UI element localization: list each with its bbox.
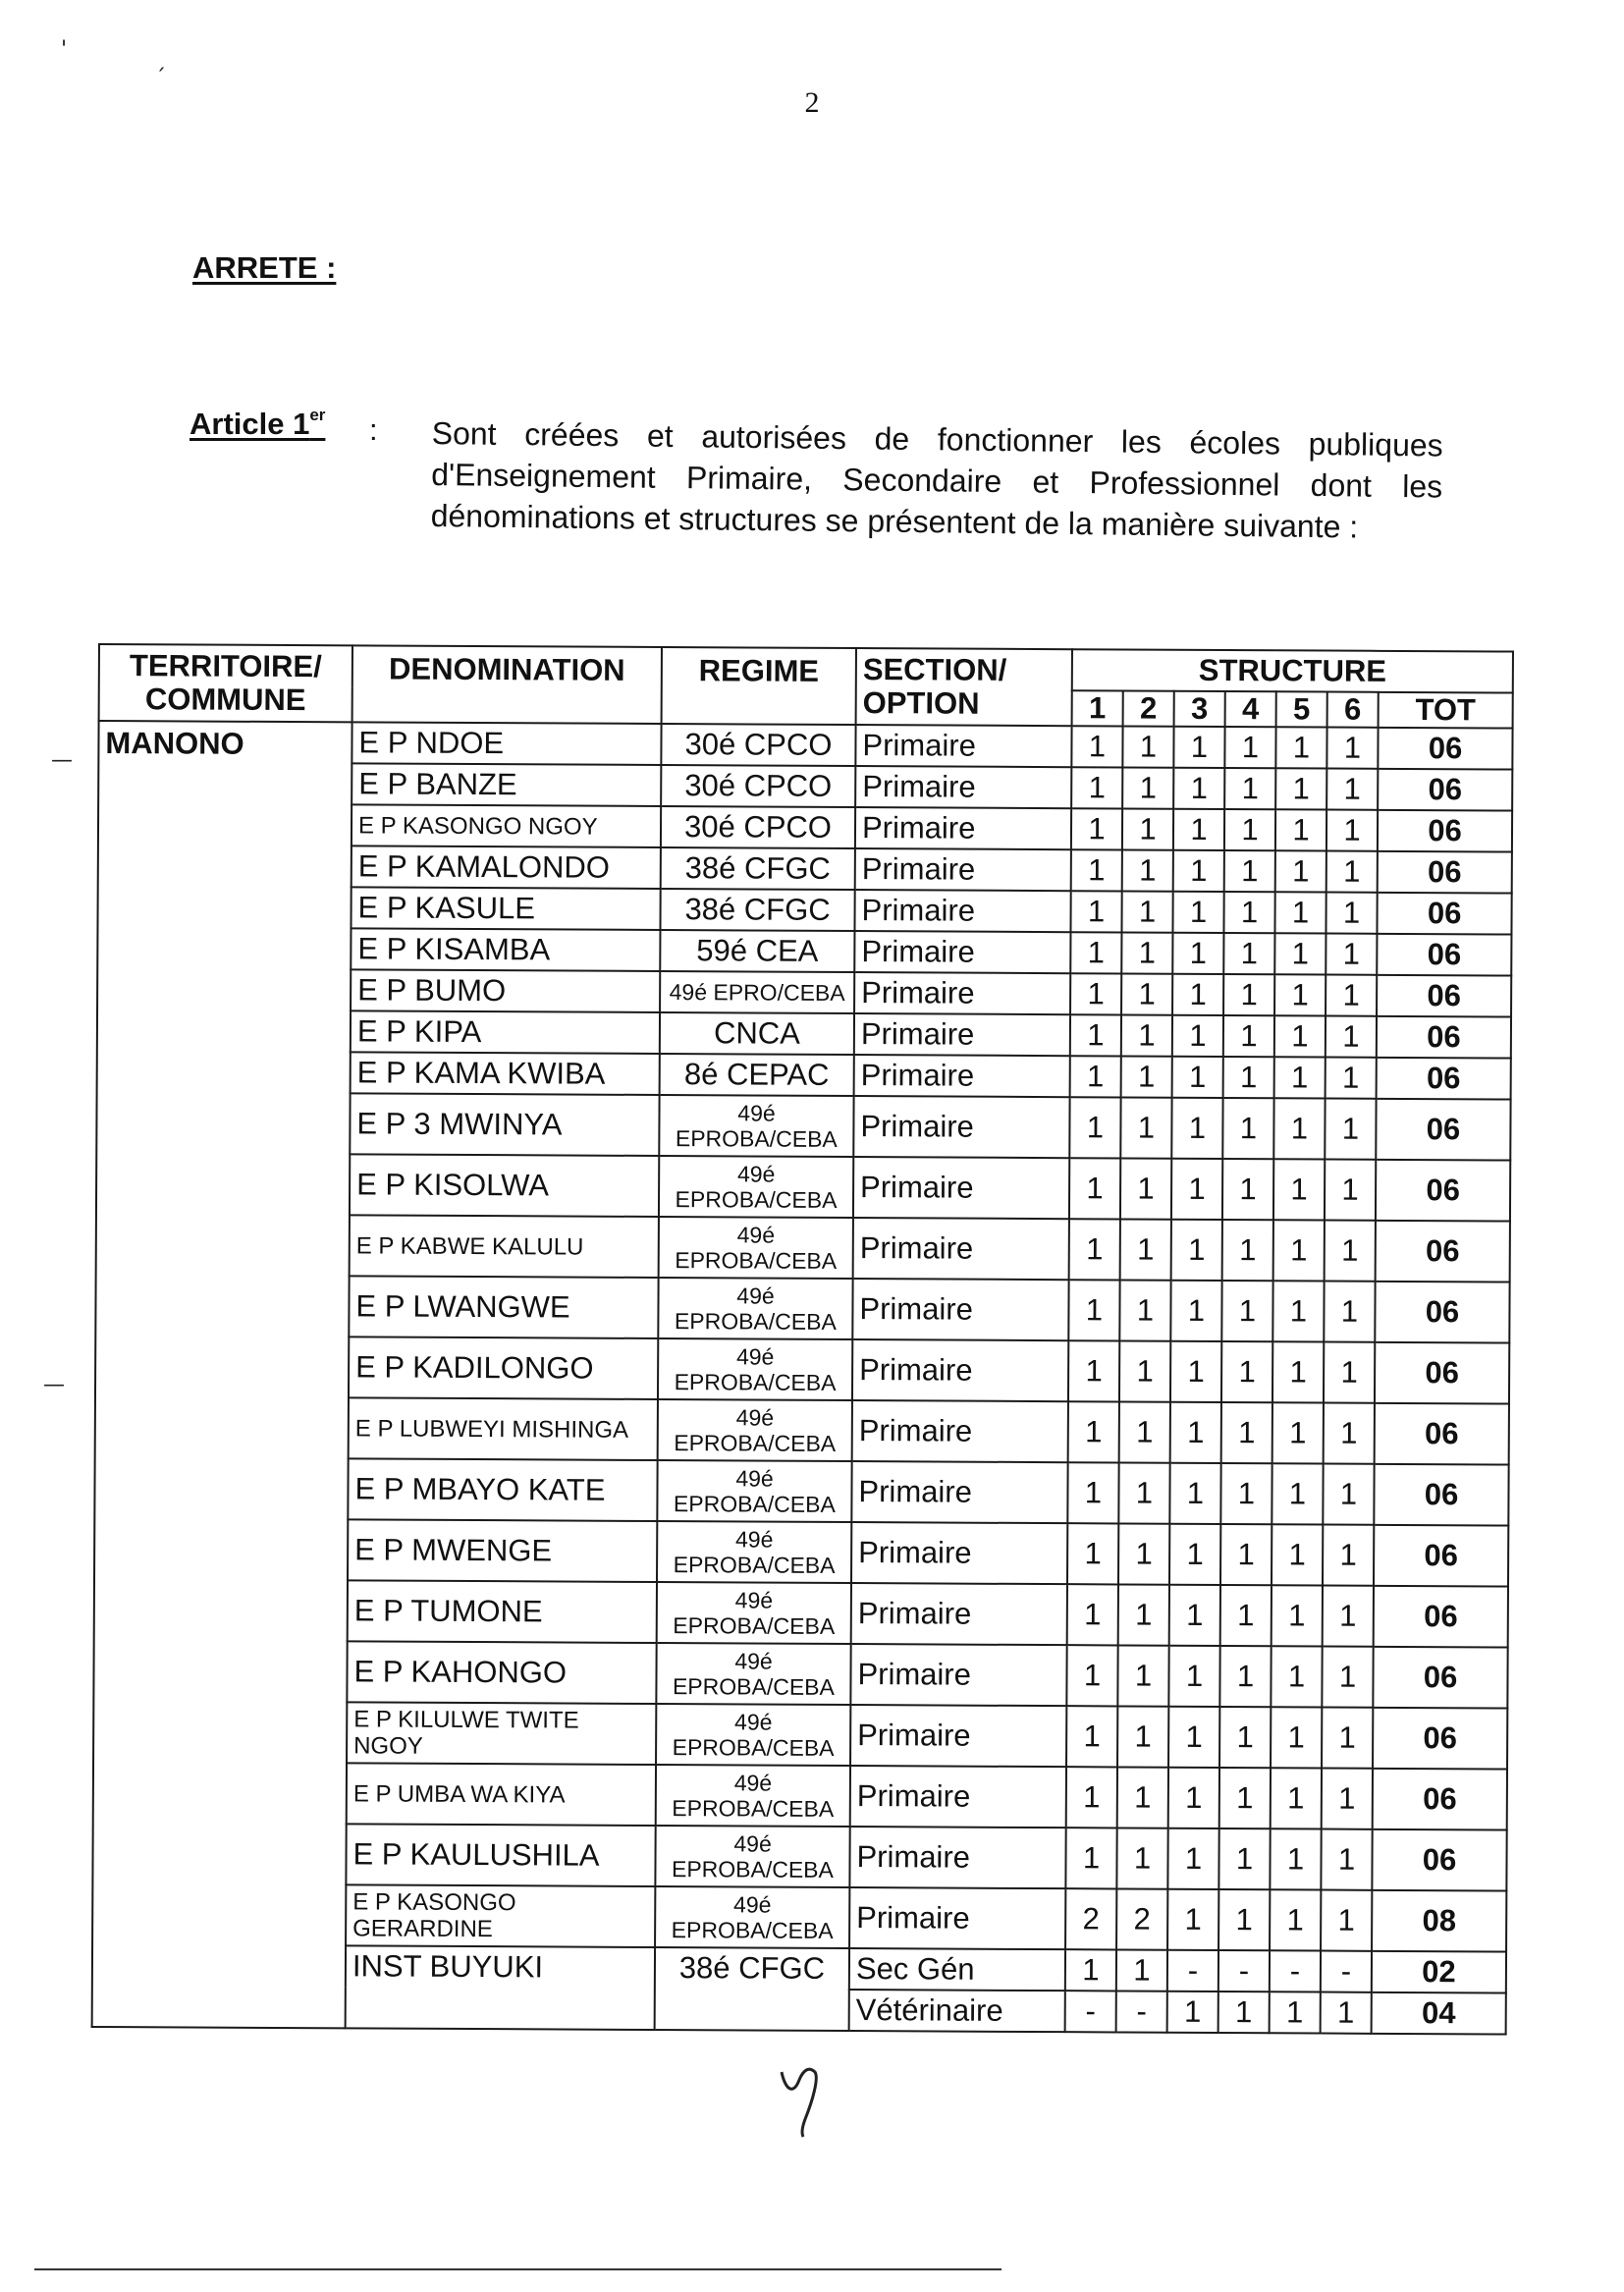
level-3-cell: 1: [1170, 1281, 1221, 1341]
level-5-cell: 1: [1275, 809, 1326, 850]
level-6-cell: 1: [1323, 1464, 1374, 1525]
section-cell: Primaire: [854, 1055, 1070, 1097]
denomination-cell: E P LUBWEYI MISHINGA: [349, 1397, 658, 1460]
schools-table-container: [91, 643, 1512, 2036]
level-6-cell: 1: [1326, 1058, 1377, 1099]
header-territoire: TERRITOIRE/ COMMUNE: [99, 644, 352, 722]
regime-cell: 30é CPCO: [661, 806, 855, 848]
level-1-cell: 1: [1068, 1401, 1119, 1462]
total-cell: 06: [1376, 1099, 1510, 1161]
regime-cell: 49é EPROBA/CEBA: [655, 1826, 849, 1887]
level-5-cell: 1: [1274, 1015, 1326, 1057]
level-1-cell: 1: [1068, 1280, 1119, 1340]
denomination-cell: E P KISOLWA: [350, 1154, 659, 1217]
denomination-cell: E P LWANGWE: [349, 1276, 658, 1338]
level-1-cell: 1: [1066, 1645, 1117, 1706]
section-cell: Primaire: [850, 1705, 1066, 1767]
level-6-cell: 1: [1321, 1829, 1372, 1890]
level-2-cell: 1: [1122, 808, 1173, 849]
level-5-cell: 1: [1273, 1098, 1325, 1159]
level-4-cell: 1: [1222, 1220, 1273, 1281]
margin-mark: —: [51, 748, 73, 773]
total-cell: 06: [1375, 1342, 1509, 1404]
total-cell: 06: [1377, 975, 1511, 1017]
denomination-cell: E P KAHONGO: [347, 1641, 656, 1704]
page-number: 2: [804, 86, 820, 119]
level-6-cell: 1: [1326, 769, 1378, 810]
denomination-cell: E P KAMALONDO: [352, 846, 661, 889]
section-cell: Sec Gén: [849, 1948, 1065, 1991]
level-1-cell: 1: [1070, 1014, 1121, 1056]
article-label-text: [189, 407, 325, 441]
level-5-cell: -: [1270, 1950, 1321, 1992]
level-5-cell: 1: [1272, 1524, 1323, 1585]
section-cell: Primaire: [850, 1766, 1066, 1828]
level-2-cell: 1: [1121, 1014, 1172, 1056]
regime-cell: 49é EPROBA/CEBA: [658, 1338, 852, 1400]
level-2-cell: 1: [1117, 1767, 1168, 1828]
total-cell: 06: [1374, 1586, 1508, 1648]
level-6-cell: 1: [1324, 1403, 1375, 1464]
level-2-cell: 1: [1116, 1949, 1167, 1991]
header-level-4: 4: [1225, 691, 1276, 727]
article-colon: :: [369, 412, 378, 447]
total-cell: 06: [1377, 893, 1511, 935]
level-5-cell: 1: [1274, 892, 1326, 933]
regime-cell: 49é EPROBA/CEBA: [658, 1399, 852, 1461]
level-2-cell: 1: [1122, 767, 1173, 808]
level-4-cell: 1: [1221, 1281, 1272, 1341]
total-cell: 06: [1378, 851, 1512, 894]
level-3-cell: 1: [1169, 1585, 1220, 1646]
header-denomination: DENOMINATION: [352, 645, 662, 724]
level-3-cell: 1: [1172, 974, 1223, 1015]
level-3-cell: 1: [1171, 1098, 1222, 1159]
level-3-cell: 1: [1169, 1463, 1220, 1524]
level-2-cell: 1: [1118, 1523, 1169, 1584]
regime-cell: 49é EPROBA/CEBA: [659, 1156, 853, 1218]
level-4-cell: 1: [1219, 1707, 1271, 1768]
level-6-cell: 1: [1323, 1586, 1374, 1647]
denomination-cell: E P KASONGO NGOY: [352, 804, 661, 847]
regime-cell: 49é EPROBA/CEBA: [657, 1460, 851, 1522]
regime-cell: 49é EPROBA/CEBA: [657, 1521, 851, 1583]
level-5-cell: 1: [1270, 1992, 1321, 2033]
total-cell: 06: [1378, 810, 1512, 852]
level-1-cell: 1: [1070, 891, 1121, 932]
denomination-cell: E P MBAYO KATE: [348, 1458, 657, 1521]
regime-cell: 49é EPROBA/CEBA: [659, 1095, 853, 1157]
level-6-cell: 1: [1326, 728, 1378, 769]
total-cell: 08: [1372, 1890, 1506, 1952]
level-4-cell: 1: [1223, 1057, 1274, 1098]
level-6-cell: 1: [1321, 1890, 1372, 1951]
level-5-cell: 1: [1273, 1159, 1325, 1220]
total-cell: 06: [1373, 1647, 1507, 1709]
level-6-cell: 1: [1324, 1282, 1375, 1342]
total-cell: 06: [1376, 1221, 1510, 1282]
denomination-cell: INST BUYUKI: [346, 1945, 655, 2030]
level-2-cell: 1: [1121, 932, 1172, 973]
total-cell: 06: [1374, 1464, 1508, 1526]
section-cell: Primaire: [851, 1522, 1067, 1584]
section-cell: Primaire: [852, 1339, 1068, 1401]
level-5-cell: 1: [1272, 1402, 1324, 1463]
margin-mark: ˏ: [155, 47, 166, 72]
header-section-option: SECTION/ OPTION: [856, 648, 1072, 726]
denomination-cell: E P TUMONE: [348, 1580, 657, 1643]
denomination-cell: E P BANZE: [352, 763, 661, 806]
section-cell: Primaire: [854, 1013, 1070, 1056]
total-cell: 04: [1372, 1992, 1506, 2035]
total-cell: 06: [1373, 1708, 1507, 1770]
regime-cell: 49é EPROBA/CEBA: [657, 1582, 851, 1644]
level-5-cell: 1: [1274, 974, 1326, 1015]
level-3-cell: 1: [1170, 1402, 1221, 1463]
level-6-cell: 1: [1326, 1016, 1377, 1058]
section-cell: Primaire: [854, 931, 1070, 973]
regime-cell: 49é EPROBA/CEBA: [659, 1217, 853, 1279]
level-4-cell: 1: [1219, 1768, 1271, 1828]
total-cell: 06: [1375, 1403, 1509, 1465]
section-cell: Primaire: [851, 1461, 1067, 1523]
level-3-cell: 1: [1169, 1524, 1220, 1585]
level-4-cell: 1: [1218, 1889, 1270, 1950]
header-total: TOT: [1379, 692, 1513, 729]
regime-cell: 30é CPCO: [661, 765, 855, 807]
section-cell: Primaire: [854, 972, 1070, 1014]
regime-cell: 8é CEPAC: [660, 1054, 854, 1096]
regime-cell: 49é EPROBA/CEBA: [655, 1886, 849, 1948]
section-cell: Primaire: [851, 1583, 1067, 1645]
regime-cell: 49é EPROBA/CEBA: [658, 1278, 852, 1339]
denomination-cell: E P NDOE: [352, 722, 661, 765]
level-5-cell: 1: [1275, 850, 1326, 892]
regime-cell: 49é EPRO/CEBA: [660, 971, 854, 1013]
table-body: [92, 721, 1513, 2035]
table-header: [99, 644, 1513, 729]
section-cell: Primaire: [852, 1279, 1068, 1340]
article-superscript: er: [309, 406, 326, 424]
level-4-cell: 1: [1218, 1992, 1270, 2033]
denomination-cell: E P KAULUSHILA: [346, 1824, 655, 1886]
total-cell: 06: [1377, 934, 1511, 976]
level-3-cell: 1: [1173, 768, 1224, 809]
initials-signature: [776, 2060, 825, 2139]
level-3-cell: -: [1167, 1950, 1218, 1992]
section-cell: Primaire: [850, 1644, 1066, 1706]
level-6-cell: 1: [1323, 1525, 1374, 1586]
regime-cell: 49é EPROBA/CEBA: [656, 1704, 850, 1766]
level-1-cell: 1: [1067, 1462, 1118, 1523]
level-4-cell: 1: [1221, 1402, 1272, 1463]
regime-cell: 38é CFGC: [661, 847, 855, 890]
section-cell: Primaire: [853, 1218, 1069, 1280]
total-cell: 06: [1377, 1016, 1511, 1059]
level-3-cell: 1: [1172, 1057, 1223, 1098]
level-2-cell: 1: [1118, 1584, 1169, 1645]
level-3-cell: 1: [1167, 1992, 1218, 2033]
level-4-cell: 1: [1220, 1524, 1272, 1585]
total-cell: 02: [1372, 1951, 1506, 1993]
level-1-cell: -: [1065, 1991, 1116, 2032]
bottom-rule: [34, 2268, 1001, 2270]
level-2-cell: 1: [1117, 1706, 1168, 1767]
level-1-cell: 1: [1065, 1828, 1116, 1888]
level-3-cell: 1: [1168, 1646, 1219, 1707]
level-1-cell: 2: [1065, 1888, 1116, 1949]
total-cell: 06: [1372, 1829, 1506, 1891]
level-5-cell: 1: [1274, 1057, 1326, 1098]
level-2-cell: 1: [1116, 1828, 1167, 1888]
margin-mark: —: [43, 1373, 65, 1397]
level-5-cell: 1: [1272, 1341, 1324, 1402]
denomination-cell: E P KADILONGO: [349, 1337, 658, 1399]
level-4-cell: 1: [1219, 1646, 1271, 1707]
section-cell: Primaire: [852, 1400, 1068, 1462]
level-5-cell: 1: [1270, 1828, 1321, 1889]
level-3-cell: 1: [1167, 1828, 1218, 1889]
level-2-cell: 1: [1122, 726, 1173, 767]
level-1-cell: 1: [1071, 767, 1122, 808]
level-4-cell: 1: [1218, 1828, 1270, 1889]
level-1-cell: 1: [1071, 808, 1122, 849]
level-2-cell: 1: [1120, 1158, 1171, 1219]
header-regime: REGIME: [662, 647, 856, 725]
level-1-cell: 1: [1066, 1767, 1117, 1828]
level-2-cell: 1: [1119, 1401, 1170, 1462]
level-6-cell: 1: [1321, 1992, 1372, 2034]
margin-mark: ': [61, 37, 68, 62]
section-cell: Primaire: [855, 807, 1071, 849]
total-cell: 06: [1376, 1160, 1510, 1222]
level-6-cell: 1: [1325, 1160, 1376, 1221]
level-4-cell: 1: [1220, 1585, 1272, 1646]
table-row: [98, 721, 1512, 770]
denomination-cell: E P BUMO: [351, 969, 660, 1012]
level-5-cell: 1: [1273, 1220, 1325, 1281]
level-4-cell: 1: [1221, 1341, 1272, 1402]
level-4-cell: 1: [1223, 974, 1274, 1015]
regime-cell: 30é CPCO: [661, 724, 855, 766]
level-3-cell: 1: [1173, 727, 1224, 768]
header-level-6: 6: [1327, 692, 1379, 728]
level-5-cell: 1: [1272, 1463, 1323, 1524]
header-level-5: 5: [1276, 691, 1327, 727]
level-1-cell: 1: [1070, 973, 1121, 1014]
level-2-cell: 1: [1121, 973, 1172, 1014]
section-cell: Primaire: [853, 1096, 1069, 1158]
level-3-cell: 1: [1172, 933, 1223, 974]
level-4-cell: 1: [1224, 727, 1275, 768]
level-4-cell: 1: [1224, 850, 1275, 892]
section-cell: Primaire: [855, 766, 1071, 808]
level-4-cell: -: [1218, 1950, 1270, 1992]
total-cell: 06: [1377, 1058, 1511, 1100]
level-3-cell: 1: [1167, 1889, 1218, 1950]
regime-cell: 38é CFGC: [660, 889, 854, 931]
level-2-cell: 1: [1119, 1280, 1170, 1340]
denomination-cell: E P MWENGE: [348, 1519, 657, 1582]
level-4-cell: 1: [1223, 933, 1274, 974]
level-3-cell: 1: [1173, 809, 1224, 850]
level-2-cell: 1: [1121, 891, 1172, 932]
level-1-cell: 1: [1069, 1219, 1120, 1280]
regime-cell: CNCA: [660, 1012, 854, 1055]
section-cell: Primaire: [854, 890, 1070, 932]
denomination-cell: E P 3 MWINYA: [350, 1093, 659, 1156]
article-number: Article 1: [189, 407, 310, 441]
level-3-cell: 1: [1172, 1015, 1223, 1057]
level-2-cell: 1: [1120, 1219, 1171, 1280]
level-3-cell: 1: [1171, 1220, 1222, 1281]
section-cell: Primaire: [849, 1827, 1065, 1888]
document-heading: ARRETE :: [192, 250, 337, 285]
total-cell: 06: [1378, 728, 1512, 770]
level-4-cell: 1: [1222, 1098, 1273, 1159]
level-5-cell: 1: [1271, 1768, 1322, 1828]
article-text: Sont créées et autorisées de fonctionner les écoles publiques d'Enseignement Primaire, Secondaire et Professionnel dont les dénominations et structures se présentent de la manière suivante :: [430, 414, 1443, 545]
level-2-cell: 1: [1117, 1645, 1168, 1706]
level-5-cell: 1: [1275, 768, 1326, 809]
level-4-cell: 1: [1220, 1463, 1272, 1524]
header-level-3: 3: [1174, 691, 1225, 727]
level-1-cell: 1: [1066, 1706, 1117, 1767]
level-2-cell: 1: [1122, 849, 1173, 891]
level-1-cell: 1: [1067, 1584, 1118, 1645]
level-2-cell: 2: [1116, 1888, 1167, 1949]
level-3-cell: 1: [1171, 1159, 1222, 1220]
denomination-cell: E P KAMA KWIBA: [351, 1052, 660, 1095]
total-cell: 06: [1374, 1525, 1508, 1587]
header-level-1: 1: [1072, 690, 1123, 726]
level-6-cell: 1: [1322, 1769, 1373, 1829]
denomination-cell: E P KASONGO GERARDINE: [346, 1884, 655, 1947]
territoire-cell: MANONO: [92, 721, 352, 2028]
section-cell: Primaire: [849, 1887, 1065, 1949]
level-6-cell: 1: [1326, 893, 1377, 934]
level-6-cell: 1: [1326, 810, 1378, 851]
level-3-cell: 1: [1168, 1707, 1219, 1768]
level-6-cell: 1: [1322, 1647, 1373, 1708]
section-cell: Primaire: [855, 848, 1071, 891]
level-6-cell: 1: [1324, 1342, 1375, 1403]
level-5-cell: 1: [1271, 1646, 1322, 1707]
section-cell: Vétérinaire: [849, 1990, 1065, 2032]
level-1-cell: 1: [1069, 1097, 1120, 1158]
level-2-cell: -: [1116, 1991, 1167, 2032]
denomination-cell: E P KILULWE TWITE NGOY: [347, 1702, 656, 1765]
level-4-cell: 1: [1222, 1159, 1273, 1220]
denomination-cell: E P KABWE KALULU: [350, 1215, 659, 1278]
total-cell: 06: [1375, 1282, 1509, 1343]
denomination-cell: E P UMBA WA KIYA: [347, 1763, 656, 1826]
level-3-cell: 1: [1173, 850, 1224, 892]
header-level-2: 2: [1123, 690, 1174, 726]
section-cell: Primaire: [855, 725, 1071, 767]
regime-cell: 38é CFGC: [655, 1947, 849, 2031]
level-1-cell: 1: [1069, 1158, 1120, 1219]
level-2-cell: 1: [1119, 1340, 1170, 1401]
level-2-cell: 1: [1121, 1056, 1172, 1097]
regime-cell: 49é EPROBA/CEBA: [656, 1643, 850, 1705]
level-5-cell: 1: [1272, 1281, 1324, 1341]
level-2-cell: 1: [1118, 1462, 1169, 1523]
level-5-cell: 1: [1274, 933, 1326, 974]
regime-cell: 59é CEA: [660, 930, 854, 972]
level-1-cell: 1: [1065, 1949, 1116, 1991]
level-4-cell: 1: [1224, 768, 1275, 809]
level-4-cell: 1: [1224, 809, 1275, 850]
level-1-cell: 1: [1070, 932, 1121, 973]
level-5-cell: 1: [1275, 727, 1326, 768]
level-5-cell: 1: [1272, 1585, 1323, 1646]
level-6-cell: 1: [1326, 851, 1378, 893]
denomination-cell: E P KASULE: [351, 887, 660, 930]
level-4-cell: 1: [1223, 1015, 1274, 1057]
level-1-cell: 1: [1068, 1340, 1119, 1401]
level-2-cell: 1: [1120, 1097, 1171, 1158]
article-label: [189, 406, 325, 442]
total-cell: 06: [1373, 1769, 1507, 1830]
level-6-cell: 1: [1322, 1708, 1373, 1769]
level-1-cell: 1: [1071, 726, 1122, 767]
level-1-cell: 1: [1070, 1056, 1121, 1097]
level-3-cell: 1: [1170, 1341, 1221, 1402]
level-3-cell: 1: [1172, 892, 1223, 933]
level-6-cell: 1: [1325, 1221, 1376, 1282]
level-6-cell: 1: [1326, 975, 1377, 1016]
level-5-cell: 1: [1271, 1707, 1322, 1768]
level-6-cell: -: [1321, 1951, 1372, 1992]
denomination-cell: E P KISAMBA: [351, 928, 660, 971]
level-1-cell: 1: [1071, 849, 1122, 891]
regime-cell: 49é EPROBA/CEBA: [656, 1765, 850, 1827]
schools-table: [91, 643, 1514, 2036]
level-3-cell: 1: [1168, 1768, 1219, 1828]
denomination-cell: E P KIPA: [351, 1010, 660, 1054]
level-5-cell: 1: [1270, 1889, 1321, 1950]
level-6-cell: 1: [1326, 934, 1377, 975]
header-structure: STRUCTURE: [1072, 649, 1513, 692]
level-4-cell: 1: [1223, 892, 1274, 933]
level-6-cell: 1: [1325, 1099, 1376, 1160]
section-cell: Primaire: [853, 1157, 1069, 1219]
level-1-cell: 1: [1067, 1523, 1118, 1584]
total-cell: 06: [1378, 769, 1512, 811]
